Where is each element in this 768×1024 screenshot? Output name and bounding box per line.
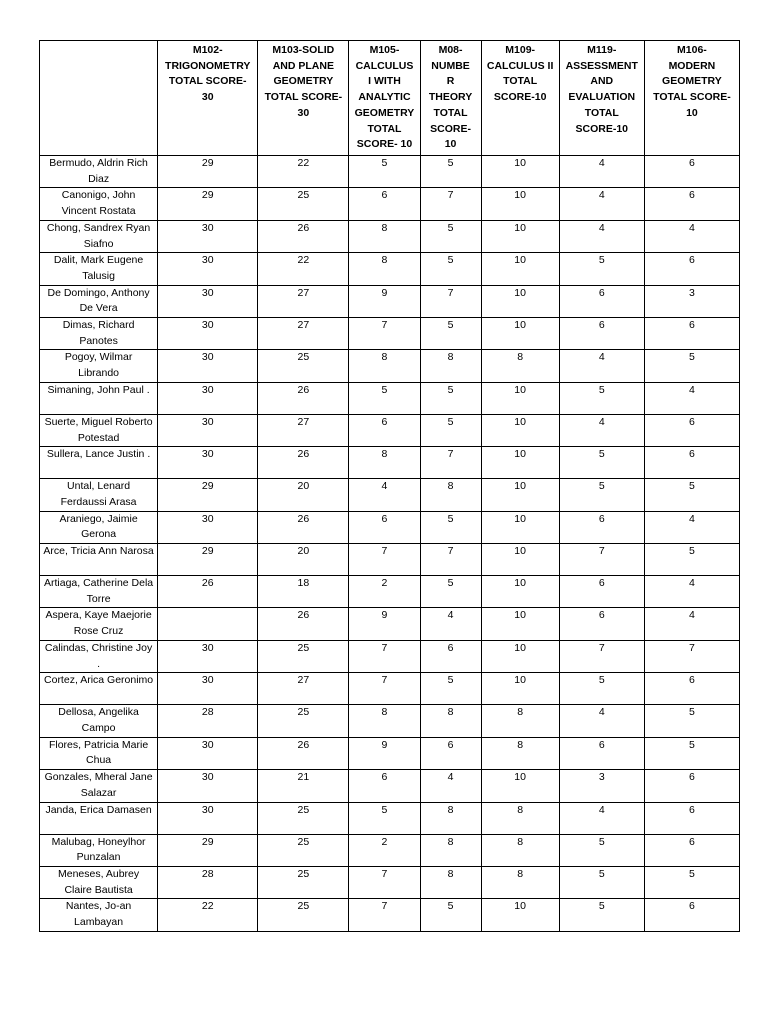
score-cell: 5 xyxy=(559,834,644,866)
score-cell: 22 xyxy=(258,253,349,285)
score-cell: 5 xyxy=(420,318,481,350)
score-cell: 5 xyxy=(559,382,644,414)
score-cell: 7 xyxy=(420,447,481,479)
score-cell: 4 xyxy=(644,511,739,543)
student-name-cell: Dimas, Richard Panotes xyxy=(40,318,158,350)
score-cell: 4 xyxy=(644,608,739,640)
score-cell: 10 xyxy=(481,770,559,802)
table-row xyxy=(40,350,740,382)
score-cell: 8 xyxy=(349,350,420,382)
score-cell: 4 xyxy=(644,220,739,252)
score-cell: 21 xyxy=(258,770,349,802)
score-cell: 6 xyxy=(644,802,739,834)
score-cell: 10 xyxy=(481,511,559,543)
student-name-cell: Janda, Erica Damasen xyxy=(40,802,158,834)
header-row xyxy=(40,41,740,156)
score-cell: 5 xyxy=(349,156,420,188)
score-cell: 10 xyxy=(481,479,559,511)
score-cell: 5 xyxy=(420,156,481,188)
score-cell: 6 xyxy=(559,608,644,640)
score-cell: 26 xyxy=(158,576,258,608)
score-cell: 30 xyxy=(158,414,258,446)
score-cell: 7 xyxy=(559,544,644,576)
table-row xyxy=(40,608,740,640)
score-cell: 7 xyxy=(644,640,739,672)
table-row xyxy=(40,802,740,834)
header-subject-3: M105- CALCULUS I WITH ANALYTIC GEOMETRY TOTAL SCORE- 10 xyxy=(349,41,420,156)
score-cell: 20 xyxy=(258,479,349,511)
score-cell: 7 xyxy=(559,640,644,672)
table-row xyxy=(40,156,740,188)
score-cell: 6 xyxy=(559,737,644,769)
score-cell: 26 xyxy=(258,608,349,640)
score-cell: 8 xyxy=(420,705,481,737)
score-cell: 25 xyxy=(258,802,349,834)
score-cell: 6 xyxy=(644,673,739,705)
table-row xyxy=(40,834,740,866)
score-cell: 30 xyxy=(158,285,258,317)
score-cell: 10 xyxy=(481,318,559,350)
score-cell: 3 xyxy=(559,770,644,802)
score-cell: 6 xyxy=(349,770,420,802)
score-cell: 8 xyxy=(420,834,481,866)
score-cell: 4 xyxy=(420,608,481,640)
score-cell: 25 xyxy=(258,866,349,898)
score-cell: 6 xyxy=(420,640,481,672)
score-cell: 4 xyxy=(644,576,739,608)
score-cell: 8 xyxy=(349,253,420,285)
student-name-cell: De Domingo, Anthony De Vera xyxy=(40,285,158,317)
score-cell: 7 xyxy=(349,866,420,898)
student-name-cell: Calindas, Christine Joy . xyxy=(40,640,158,672)
score-cell: 7 xyxy=(349,318,420,350)
score-cell: 10 xyxy=(481,576,559,608)
score-cell: 5 xyxy=(559,253,644,285)
score-cell: 10 xyxy=(481,253,559,285)
score-cell: 6 xyxy=(644,253,739,285)
score-cell: 5 xyxy=(559,899,644,931)
score-cell: 26 xyxy=(258,382,349,414)
table-row xyxy=(40,673,740,705)
header-subject-7: M106- MODERN GEOMETRY TOTAL SCORE- 10 xyxy=(644,41,739,156)
score-cell: 6 xyxy=(559,318,644,350)
score-cell: 7 xyxy=(420,544,481,576)
student-name-cell: Araniego, Jaimie Gerona xyxy=(40,511,158,543)
score-cell: 7 xyxy=(349,640,420,672)
score-cell: 30 xyxy=(158,447,258,479)
score-cell: 5 xyxy=(349,802,420,834)
student-name-cell: Pogoy, Wilmar Librando xyxy=(40,350,158,382)
student-name-cell: Untal, Lenard Ferdaussi Arasa xyxy=(40,479,158,511)
score-cell: 22 xyxy=(258,156,349,188)
score-cell: 4 xyxy=(559,705,644,737)
score-cell: 30 xyxy=(158,382,258,414)
table-row xyxy=(40,220,740,252)
score-cell: 8 xyxy=(481,834,559,866)
score-cell: 25 xyxy=(258,350,349,382)
student-name-cell: Dalit, Mark Eugene Talusig xyxy=(40,253,158,285)
score-cell: 10 xyxy=(481,447,559,479)
header-subject-5: M109- CALCULUS II TOTAL SCORE-10 xyxy=(481,41,559,156)
score-cell: 30 xyxy=(158,253,258,285)
score-cell: 10 xyxy=(481,640,559,672)
score-cell: 4 xyxy=(559,414,644,446)
student-name-cell: Gonzales, Mheral Jane Salazar xyxy=(40,770,158,802)
score-cell: 9 xyxy=(349,608,420,640)
score-cell: 29 xyxy=(158,834,258,866)
score-cell: 29 xyxy=(158,188,258,220)
score-cell: 25 xyxy=(258,834,349,866)
score-cell: 18 xyxy=(258,576,349,608)
table-row xyxy=(40,640,740,672)
score-cell: 30 xyxy=(158,318,258,350)
table-row xyxy=(40,447,740,479)
table-row xyxy=(40,899,740,931)
score-cell: 6 xyxy=(644,318,739,350)
score-cell: 10 xyxy=(481,220,559,252)
score-cell: 5 xyxy=(349,382,420,414)
table-row xyxy=(40,382,740,414)
score-cell: 5 xyxy=(644,479,739,511)
score-cell: 25 xyxy=(258,899,349,931)
table-body xyxy=(40,156,740,932)
score-cell: 5 xyxy=(644,737,739,769)
student-name-cell: Artiaga, Catherine Dela Torre xyxy=(40,576,158,608)
score-cell: 5 xyxy=(420,576,481,608)
table-row xyxy=(40,544,740,576)
score-cell: 6 xyxy=(644,188,739,220)
score-cell: 5 xyxy=(559,479,644,511)
score-cell: 5 xyxy=(644,705,739,737)
score-cell: 10 xyxy=(481,414,559,446)
student-name-cell: Nantes, Jo-an Lambayan xyxy=(40,899,158,931)
score-cell: 6 xyxy=(644,770,739,802)
score-cell: 4 xyxy=(559,220,644,252)
score-cell: 30 xyxy=(158,802,258,834)
table-row xyxy=(40,511,740,543)
score-cell: 5 xyxy=(559,447,644,479)
score-cell: 5 xyxy=(559,866,644,898)
header-subject-2: M103-SOLID AND PLANE GEOMETRY TOTAL SCORE- 30 xyxy=(258,41,349,156)
score-cell: 20 xyxy=(258,544,349,576)
student-name-cell: Aspera, Kaye Maejorie Rose Cruz xyxy=(40,608,158,640)
score-cell: 26 xyxy=(258,220,349,252)
score-cell: 30 xyxy=(158,640,258,672)
score-cell: 6 xyxy=(420,737,481,769)
score-cell: 10 xyxy=(481,285,559,317)
score-cell: 30 xyxy=(158,350,258,382)
score-cell: 7 xyxy=(420,188,481,220)
score-cell: 8 xyxy=(420,866,481,898)
score-cell: 8 xyxy=(481,866,559,898)
student-name-cell: Meneses, Aubrey Claire Bautista xyxy=(40,866,158,898)
score-cell: 8 xyxy=(349,220,420,252)
score-cell: 5 xyxy=(420,220,481,252)
score-cell xyxy=(158,608,258,640)
score-cell: 5 xyxy=(644,544,739,576)
score-cell: 4 xyxy=(559,156,644,188)
student-name-cell: Simaning, John Paul . xyxy=(40,382,158,414)
score-cell: 8 xyxy=(420,479,481,511)
score-cell: 3 xyxy=(644,285,739,317)
table-row xyxy=(40,414,740,446)
score-cell: 10 xyxy=(481,608,559,640)
score-cell: 9 xyxy=(349,285,420,317)
score-cell: 30 xyxy=(158,511,258,543)
table-row xyxy=(40,866,740,898)
score-cell: 7 xyxy=(349,544,420,576)
score-cell: 6 xyxy=(559,511,644,543)
score-cell: 5 xyxy=(644,350,739,382)
score-cell: 7 xyxy=(420,285,481,317)
score-cell: 8 xyxy=(481,737,559,769)
score-cell: 10 xyxy=(481,899,559,931)
score-cell: 30 xyxy=(158,770,258,802)
score-cell: 6 xyxy=(349,188,420,220)
score-cell: 26 xyxy=(258,447,349,479)
score-cell: 5 xyxy=(644,866,739,898)
score-cell: 5 xyxy=(420,253,481,285)
score-cell: 10 xyxy=(481,673,559,705)
score-cell: 27 xyxy=(258,285,349,317)
score-cell: 5 xyxy=(420,899,481,931)
table-row xyxy=(40,770,740,802)
student-name-cell: Malubag, Honeylhor Punzalan xyxy=(40,834,158,866)
score-cell: 28 xyxy=(158,705,258,737)
table-row xyxy=(40,253,740,285)
score-cell: 5 xyxy=(420,414,481,446)
score-cell: 26 xyxy=(258,511,349,543)
score-cell: 8 xyxy=(481,802,559,834)
table-row xyxy=(40,188,740,220)
score-cell: 25 xyxy=(258,640,349,672)
score-cell: 4 xyxy=(559,802,644,834)
score-cell: 5 xyxy=(420,382,481,414)
score-cell: 29 xyxy=(158,156,258,188)
score-cell: 29 xyxy=(158,479,258,511)
score-cell: 2 xyxy=(349,576,420,608)
score-cell: 28 xyxy=(158,866,258,898)
header-subject-6: M119- ASSESSMENT AND EVALUATION TOTAL SCORE-10 xyxy=(559,41,644,156)
score-cell: 22 xyxy=(158,899,258,931)
scores-table xyxy=(39,40,740,932)
score-cell: 25 xyxy=(258,705,349,737)
score-cell: 4 xyxy=(559,188,644,220)
score-cell: 26 xyxy=(258,737,349,769)
table-row xyxy=(40,318,740,350)
score-cell: 8 xyxy=(481,705,559,737)
score-cell: 30 xyxy=(158,220,258,252)
score-cell: 4 xyxy=(349,479,420,511)
table-row xyxy=(40,737,740,769)
score-cell: 5 xyxy=(559,673,644,705)
score-cell: 30 xyxy=(158,737,258,769)
score-cell: 8 xyxy=(420,350,481,382)
score-cell: 5 xyxy=(420,511,481,543)
score-cell: 8 xyxy=(349,447,420,479)
score-cell: 30 xyxy=(158,673,258,705)
score-cell: 6 xyxy=(559,576,644,608)
score-cell: 10 xyxy=(481,156,559,188)
table-row xyxy=(40,705,740,737)
score-cell: 27 xyxy=(258,414,349,446)
score-cell: 6 xyxy=(349,414,420,446)
score-cell: 10 xyxy=(481,544,559,576)
table-row xyxy=(40,479,740,511)
score-cell: 27 xyxy=(258,318,349,350)
header-name-column xyxy=(40,41,158,156)
score-cell: 7 xyxy=(349,673,420,705)
score-cell: 6 xyxy=(644,447,739,479)
score-cell: 4 xyxy=(420,770,481,802)
score-cell: 2 xyxy=(349,834,420,866)
score-cell: 6 xyxy=(644,414,739,446)
score-cell: 6 xyxy=(559,285,644,317)
student-name-cell: Dellosa, Angelika Campo xyxy=(40,705,158,737)
student-name-cell: Cortez, Arica Geronimo xyxy=(40,673,158,705)
score-cell: 6 xyxy=(644,899,739,931)
score-cell: 9 xyxy=(349,737,420,769)
score-cell: 8 xyxy=(349,705,420,737)
score-cell: 4 xyxy=(559,350,644,382)
student-name-cell: Canonigo, John Vincent Rostata xyxy=(40,188,158,220)
score-cell: 4 xyxy=(644,382,739,414)
student-name-cell: Bermudo, Aldrin Rich Diaz xyxy=(40,156,158,188)
student-name-cell: Chong, Sandrex Ryan Siafno xyxy=(40,220,158,252)
header-subject-1: M102- TRIGONOMETRY TOTAL SCORE- 30 xyxy=(158,41,258,156)
score-cell: 5 xyxy=(420,673,481,705)
score-cell: 10 xyxy=(481,382,559,414)
score-cell: 8 xyxy=(481,350,559,382)
score-cell: 7 xyxy=(349,899,420,931)
score-cell: 29 xyxy=(158,544,258,576)
score-cell: 25 xyxy=(258,188,349,220)
table-row xyxy=(40,285,740,317)
student-name-cell: Flores, Patricia Marie Chua xyxy=(40,737,158,769)
score-cell: 10 xyxy=(481,188,559,220)
header-subject-4: M08- NUMBE R THEORY TOTAL SCORE- 10 xyxy=(420,41,481,156)
score-cell: 8 xyxy=(420,802,481,834)
score-cell: 27 xyxy=(258,673,349,705)
table-row xyxy=(40,576,740,608)
score-cell: 6 xyxy=(644,156,739,188)
student-name-cell: Sullera, Lance Justin . xyxy=(40,447,158,479)
student-name-cell: Arce, Tricia Ann Narosa xyxy=(40,544,158,576)
student-name-cell: Suerte, Miguel Roberto Potestad xyxy=(40,414,158,446)
score-cell: 6 xyxy=(349,511,420,543)
score-cell: 6 xyxy=(644,834,739,866)
